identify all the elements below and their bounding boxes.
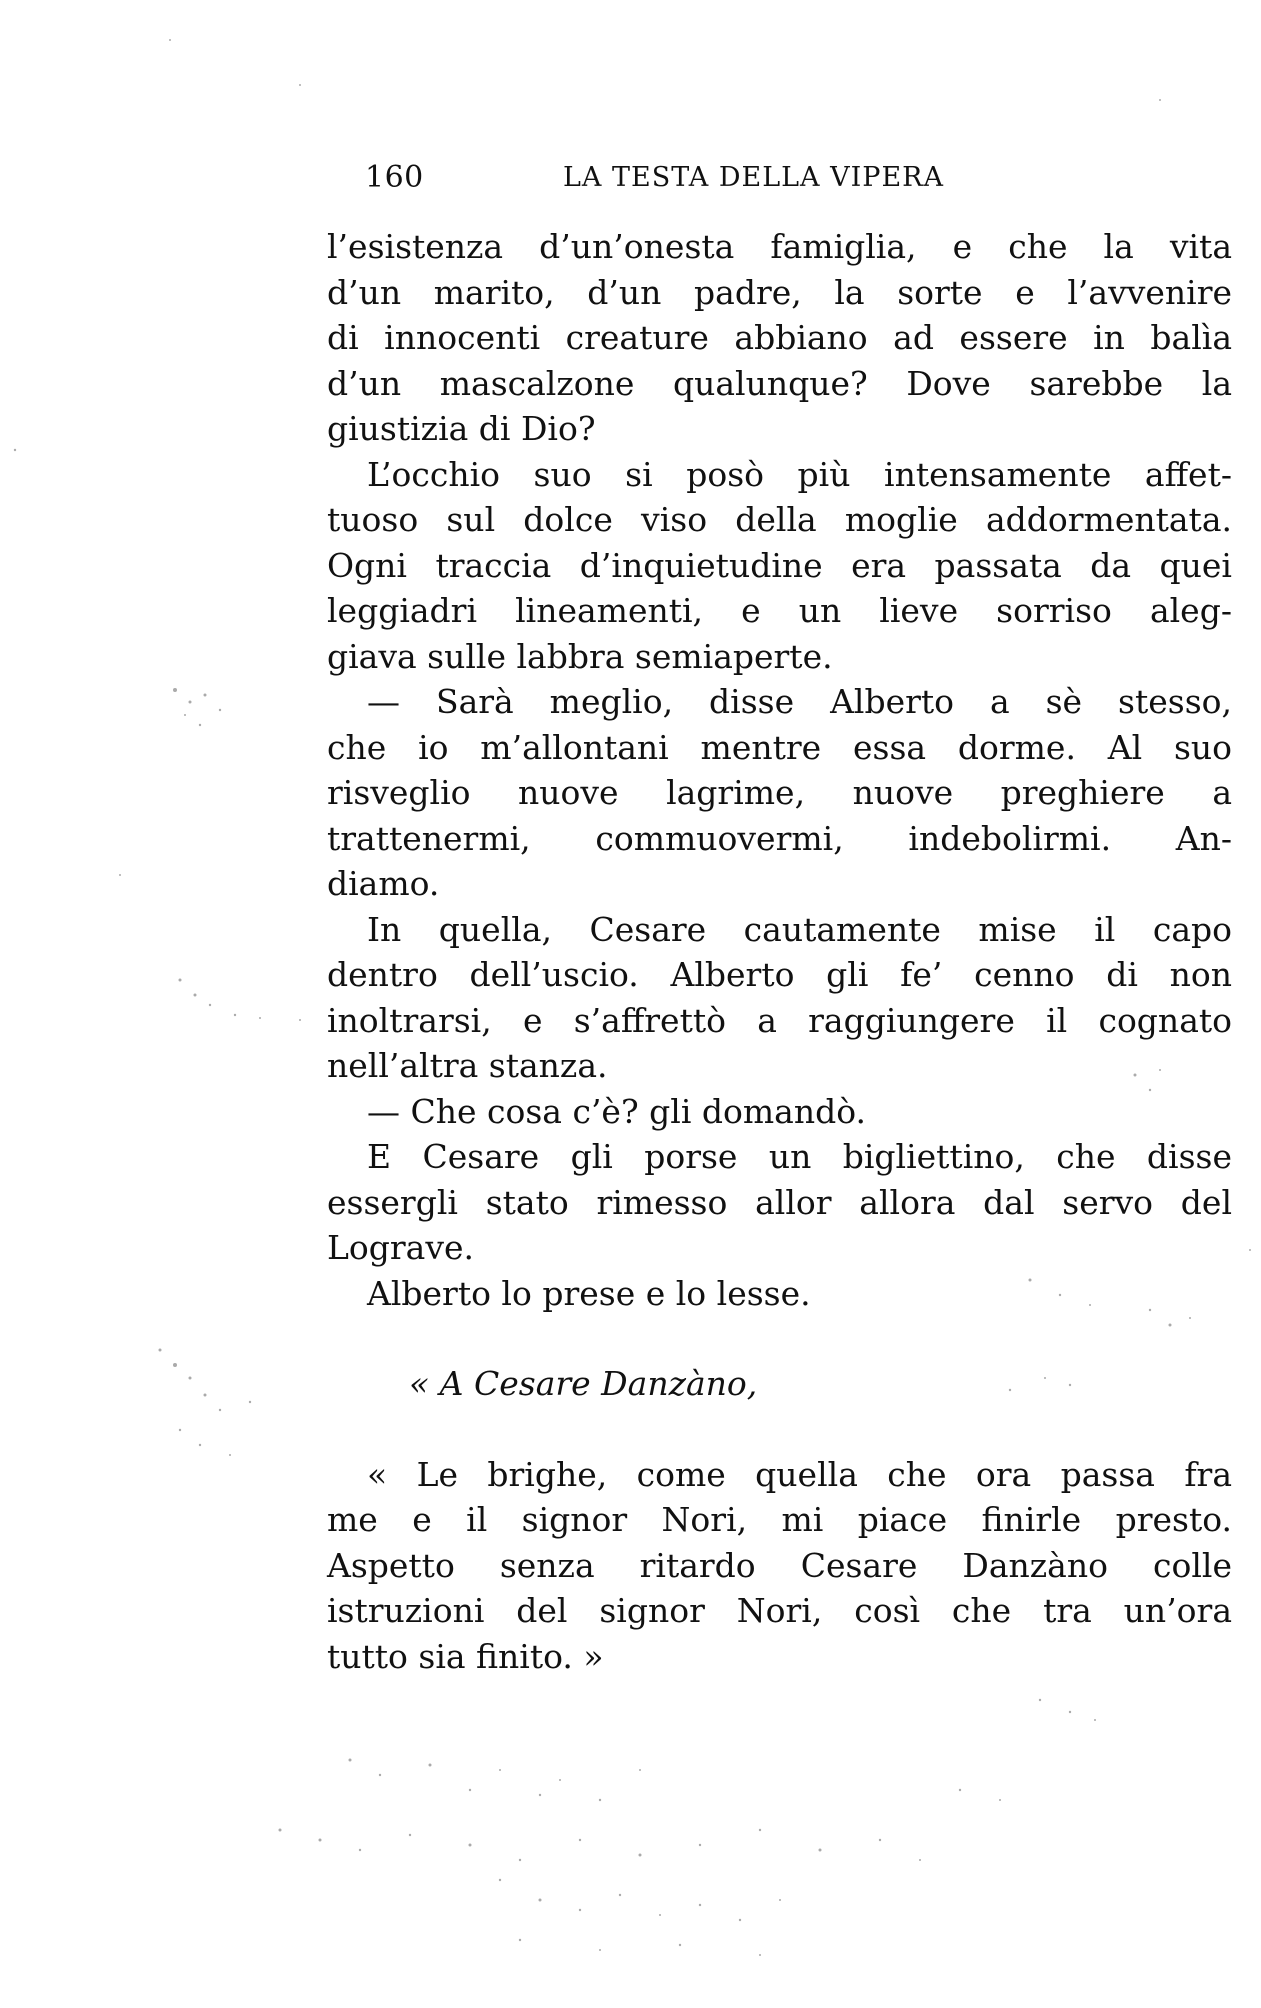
paragraph xyxy=(327,907,1232,1089)
text-line: inoltrarsi, e s’affrettò a raggiungere il cognato xyxy=(327,1000,1232,1040)
text-line: nell’altra stanza. xyxy=(327,1046,608,1085)
paragraph xyxy=(327,224,1232,452)
running-header xyxy=(365,160,1005,200)
text-line: essergli stato rimesso allor allora dal servo del xyxy=(327,1182,1232,1222)
paragraph xyxy=(327,1134,1232,1271)
text-line: diamo. xyxy=(327,864,440,903)
text-line: giava sulle labbra semiaperte. xyxy=(327,636,833,676)
page-number: 160 xyxy=(365,160,424,195)
text-line: leggiadri lineamenti, e un lieve sorriso aleg- xyxy=(327,591,1232,630)
letter-salutation: « A Cesare Danzàno, xyxy=(409,1364,758,1403)
text-line: — Sarà meglio, disse Alberto a sè stesso, xyxy=(367,682,1232,721)
paragraph xyxy=(327,1271,1232,1317)
letter-line: me e il signor Nori, mi piace finirle presto. xyxy=(327,1500,1232,1539)
letter-line: « Le brighe, come quella che ora passa fra xyxy=(367,1454,1232,1494)
text-line: In quella, Cesare cautamente mise il capo xyxy=(367,909,1232,949)
running-title: LA TESTA DELLA VIPERA xyxy=(563,162,945,193)
letter-line: tutto sia finito. » xyxy=(327,1636,604,1676)
text-line: — Che cosa c’è? gli domandò. xyxy=(367,1091,866,1131)
spacer xyxy=(327,1407,1232,1452)
text-line: tuoso sul dolce viso della moglie addormentata. xyxy=(327,500,1232,539)
text-line: trattenermi, commuovermi, indebolirmi. An- xyxy=(327,818,1232,858)
text-line: risveglio nuove lagrime, nuove preghiere a xyxy=(327,773,1232,812)
text-line: giustizia di Dio? xyxy=(327,409,596,448)
text-line: l’esistenza d’un’onesta famiglia, e che la vita xyxy=(327,227,1232,266)
text-line: E Cesare gli porse un bigliettino, che disse xyxy=(367,1137,1232,1176)
text-line: d’un marito, d’un padre, la sorte e l’avvenire xyxy=(327,272,1232,312)
paragraph xyxy=(327,1089,1232,1135)
text-line: Lograve. xyxy=(327,1228,475,1267)
paragraph xyxy=(327,679,1232,907)
spacer xyxy=(327,1316,1232,1361)
text-line: che io m’allontani mentre essa dorme. Al suo xyxy=(327,727,1232,767)
text-line: Ogni traccia d’inquietudine era passata da quei xyxy=(327,545,1232,585)
paragraph xyxy=(327,452,1232,680)
letter-line: Aspetto senza ritardo Cesare Danzàno colle xyxy=(327,1545,1232,1585)
letter-line: istruzioni del signor Nori, così che tra un’ora xyxy=(327,1591,1232,1630)
text-line: L’occhio suo si posò più intensamente affet- xyxy=(367,454,1232,494)
letter xyxy=(327,1361,1232,1679)
text-line: dentro dell’uscio. Alberto gli fe’ cenno di non xyxy=(327,955,1232,994)
text-line: di innocenti creature abbiano ad essere in balìa xyxy=(327,318,1232,357)
text-line: d’un mascalzone qualunque? Dove sarebbe la xyxy=(327,363,1232,403)
body-text xyxy=(327,224,1232,1679)
text-line: Alberto lo prese e lo lesse. xyxy=(367,1273,811,1313)
